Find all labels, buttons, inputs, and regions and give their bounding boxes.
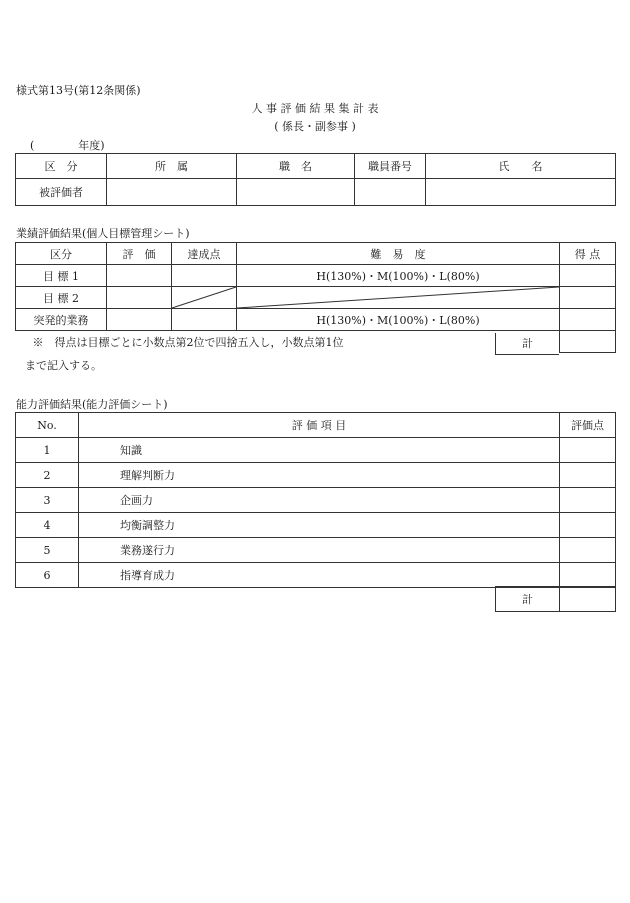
ability-no: 4 xyxy=(16,513,79,538)
perf-header-difficulty: 難 易 度 xyxy=(237,243,560,265)
header-affiliation: 所 属 xyxy=(107,154,237,179)
urgent-task-evaluation-field[interactable] xyxy=(107,309,172,331)
ability-no: 6 xyxy=(16,563,79,588)
goal-2-score-field[interactable] xyxy=(560,287,616,309)
diagonal-strike xyxy=(237,287,559,308)
rounding-note-line1: ※ 得点は目標ごとに小数点第2位で四捨五入し，小数点第1位 xyxy=(32,335,344,349)
ability-header-no: No. xyxy=(16,413,79,438)
perf-header-division: 区分 xyxy=(16,243,107,265)
ability-header-item: 評 価 項 目 xyxy=(79,413,560,438)
goal-1-evaluation-field[interactable] xyxy=(107,265,172,287)
ability-section-title: 能力評価結果(能力評価シート) xyxy=(16,398,168,411)
ability-item: 知識 xyxy=(79,438,560,463)
table-row xyxy=(16,563,616,588)
document-title: 人 事 評 価 結 果 集 計 表 xyxy=(251,102,379,115)
ability-item: 理解判断力 xyxy=(79,463,560,488)
total-score-field[interactable] xyxy=(560,331,616,353)
table-row xyxy=(16,438,616,463)
ability-score-field[interactable] xyxy=(560,488,616,513)
perf-header-score: 得 点 xyxy=(560,243,616,265)
table-row xyxy=(16,538,616,563)
goal-1-difficulty: H(130%)・M(100%)・L(80%) xyxy=(237,265,560,287)
ability-total-table xyxy=(495,586,616,612)
ability-no: 5 xyxy=(16,538,79,563)
urgent-task-difficulty: H(130%)・M(100%)・L(80%) xyxy=(237,309,560,331)
header-division: 区 分 xyxy=(16,154,107,179)
goal-2-achievement-crossed xyxy=(172,287,237,309)
ability-no: 2 xyxy=(16,463,79,488)
row-label-evaluee: 被評価者 xyxy=(16,179,107,206)
goal-2-label: 目 標 2 xyxy=(16,287,107,309)
position-field[interactable] xyxy=(237,179,355,206)
employee-number-field[interactable] xyxy=(355,179,426,206)
goal-1-label: 目 標 1 xyxy=(16,265,107,287)
evaluee-info-table xyxy=(15,153,616,206)
ability-score-field[interactable] xyxy=(560,463,616,488)
table-row xyxy=(16,265,616,287)
rounding-note-line2: まで記入する。 xyxy=(25,359,102,372)
table-row xyxy=(16,513,616,538)
header-position: 職 名 xyxy=(237,154,355,179)
ability-score-field[interactable] xyxy=(560,563,616,588)
urgent-task-achievement-field[interactable] xyxy=(172,309,237,331)
table-row xyxy=(16,463,616,488)
ability-score-field[interactable] xyxy=(560,513,616,538)
perf-header-achievement: 達成点 xyxy=(172,243,237,265)
name-field[interactable] xyxy=(426,179,616,206)
goal-1-achievement-field[interactable] xyxy=(172,265,237,287)
goal-1-score-field[interactable] xyxy=(560,265,616,287)
form-number: 様式第13号(第12条関係) xyxy=(16,84,141,97)
table-row xyxy=(16,287,616,309)
ability-item: 企画力 xyxy=(79,488,560,513)
goal-2-difficulty-crossed xyxy=(237,287,560,309)
ability-header-score: 評価点 xyxy=(560,413,616,438)
document-subtitle: ( 係長・副参事 ) xyxy=(274,120,356,133)
performance-total-label: 計 xyxy=(495,333,559,355)
ability-no: 3 xyxy=(16,488,79,513)
perf-header-evaluation: 評 価 xyxy=(107,243,172,265)
ability-score-field[interactable] xyxy=(560,538,616,563)
table-row xyxy=(16,488,616,513)
goal-2-evaluation-field[interactable] xyxy=(107,287,172,309)
ability-item: 指導育成力 xyxy=(79,563,560,588)
performance-section-title: 業績評価結果(個人目標管理シート) xyxy=(16,227,190,240)
ability-score-field[interactable] xyxy=(560,438,616,463)
header-name: 氏 名 xyxy=(426,154,616,179)
header-employee-number: 職員番号 xyxy=(355,154,426,179)
urgent-task-label: 突発的業務 xyxy=(16,309,107,331)
ability-item: 業務遂行力 xyxy=(79,538,560,563)
ability-total-label: 計 xyxy=(496,587,560,612)
ability-no: 1 xyxy=(16,438,79,463)
ability-table xyxy=(15,412,616,588)
ability-total-field[interactable] xyxy=(560,587,616,612)
diagonal-strike xyxy=(172,287,236,308)
urgent-task-score-field[interactable] xyxy=(560,309,616,331)
affiliation-field[interactable] xyxy=(107,179,237,206)
table-row xyxy=(16,309,616,331)
ability-item: 均衡調整力 xyxy=(79,513,560,538)
fiscal-year: ( 年度) xyxy=(30,139,105,152)
